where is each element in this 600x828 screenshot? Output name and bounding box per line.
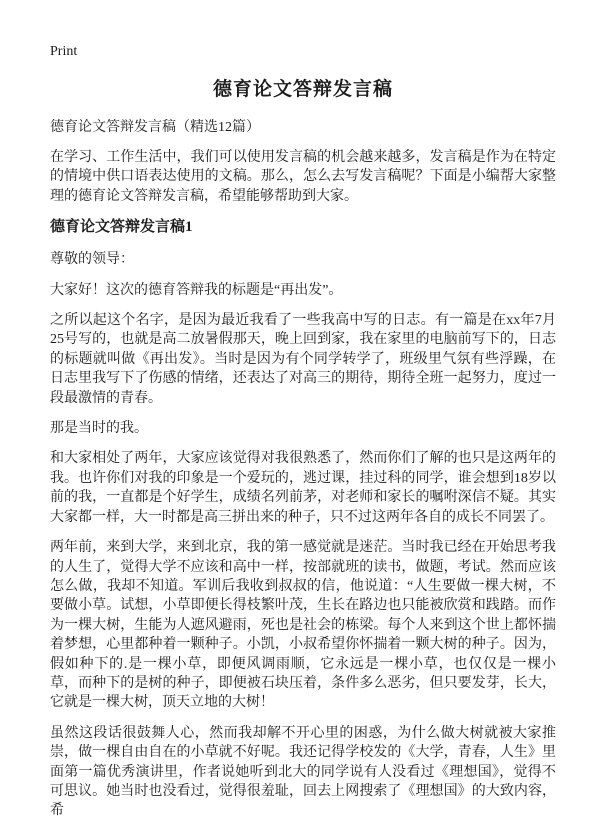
intro-paragraph: 在学习、工作生活中，我们可以使用发言稿的机会越来越多，发言稿是作为在特定的情境中供口语表达使用的文稿。那么，怎么去写发言稿呢？下面是小编帮大家整理的德育论文答辩发言稿，希望能够帮助到大家。 <box>50 150 556 204</box>
paragraph-greeting: 大家好！这次的德育答辩我的标题是“再出发”。 <box>50 282 343 298</box>
paragraph-body-truncated: 虽然这段话很鼓舞人心，然而我却解不开心里的困惑，为什么做大树就被大家推崇，做一棵自由自在的小草就不好呢。我还记得学校发的《大学，青春，人生》里面第一篇优秀演讲里，作者说她听到北大的同学说有人没看过《理想国》，觉得不可思议。她当时也没看过，觉得很羞耻，回去上网搜索了《理想国》的大致内容，希 <box>50 725 556 819</box>
print-link[interactable]: Print <box>50 44 78 59</box>
document-subtitle: 德育论文答辩发言稿（精选12篇） <box>50 120 260 135</box>
paragraph-salutation: 尊敬的领导： <box>50 252 134 268</box>
paragraph-body: 和大家相处了两年，大家应该觉得对我很熟悉了，然而你们了解的也只是这两年的我。也许你们对我的印象是一个爱玩的，逃过课，挂过科的同学，谁会想到18岁以前的我，一直都是个好学生，成绩名列前茅，对老师和家长的嘱咐深信不疑。其实大家都一样，大一时都是高三拼出来的种子，只不过这两年各自的成长不同罢了。 <box>50 451 556 525</box>
page-title: 德育论文答辩发言稿 <box>212 79 393 100</box>
paragraph-body: 之所以起这个名字，是因为最近我看了一些我高中写的日志。有一篇是在xx年7月25号写的，也就是高二放暑假那天，晚上回到家，我在家里的电脑前写下的，日志的标题就叫做《再出发》。当时是因为有个同学转学了，班级里气氛有些浮躁，在日志里我写下了伤感的情绪，还表达了对高三的期待，期待全班一起努力，度过一段最激情的青春。 <box>50 313 556 406</box>
paragraph-body: 那是当时的我。 <box>50 421 148 437</box>
section-heading-1: 德育论文答辩发言稿1 <box>50 219 193 236</box>
paragraph-body: 两年前，来到大学，来到北京，我的第一感觉就是迷茫。当时我已经在开始思考我的人生了，觉得大学不应该和高中一样，按部就班的读书，做题，考试。然而应该怎么做，我却不知道。军训后我收到叔叔的信，他说道：“人生要做一棵大树，不要做小草。试想，小草即便长得枝繁叶茂，生长在路边也只能被欣赏和践踏。而作为一棵大树，生能为人遮风避雨，死也是社会的栋梁。每个人来到这个世上都怀揣着梦想，心里都种着一颗种子。小凯，小叔希望你怀揣着一颗大树的种子。因为，假如种下的.是一棵小草，即便风调雨顺，它永远是一棵小草，也仅仅是一棵小草，而种下的是树的种子，即便被石块压着，条件多么恶劣，但只要发芽，长大，它就是一棵大树，顶天立地的大树！ <box>50 540 556 711</box>
